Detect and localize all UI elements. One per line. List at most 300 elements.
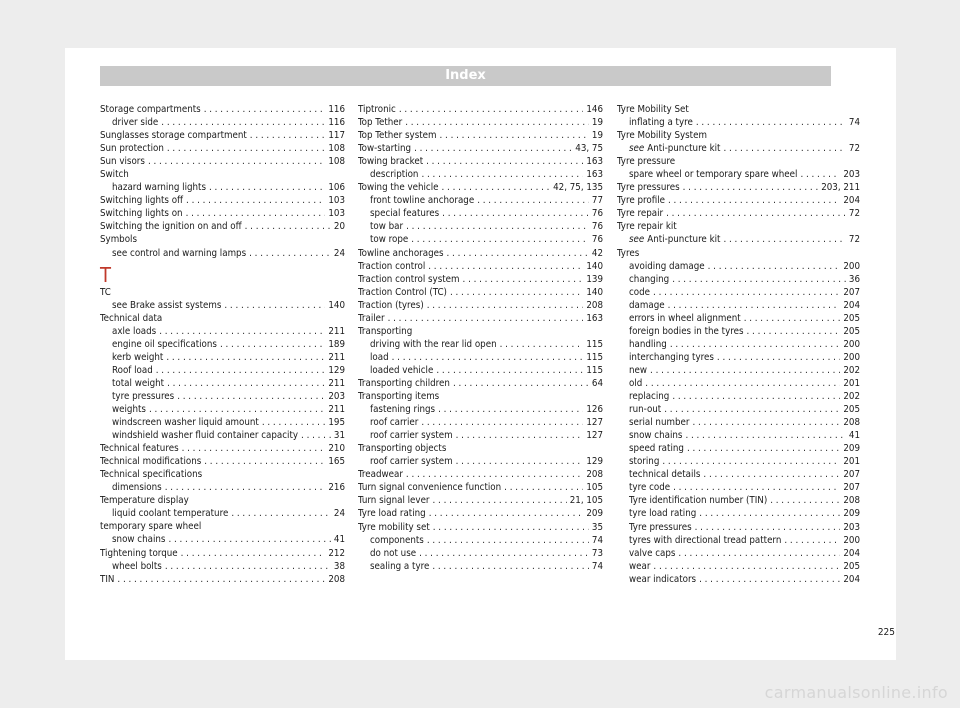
index-entry[interactable] [100, 507, 345, 520]
page-reference[interactable]: 203 [843, 169, 860, 181]
dot-leader [450, 286, 583, 299]
see-reference-label: see [629, 234, 645, 246]
index-entry[interactable] [358, 481, 603, 494]
index-entry[interactable] [100, 338, 345, 351]
page-reference[interactable]: 115 [586, 338, 603, 350]
index-entry[interactable] [100, 481, 345, 494]
index-heading: Tyres [617, 247, 640, 259]
page-reference[interactable]: 204 [843, 299, 860, 311]
page-reference[interactable]: 200 [843, 534, 860, 546]
page-reference[interactable]: 211 [328, 377, 345, 389]
index-entry[interactable] [617, 364, 860, 377]
page-reference[interactable]: 209 [586, 508, 603, 520]
index-term: roof carrier system [370, 430, 453, 442]
dot-leader [723, 142, 845, 155]
page-reference[interactable]: 127 [586, 417, 603, 429]
index-entry[interactable] [358, 377, 603, 390]
dot-leader [687, 442, 840, 455]
index-term: Switching lights on [100, 208, 183, 220]
page-reference[interactable]: 195 [328, 417, 345, 429]
index-term: Towline anchorages [358, 247, 444, 259]
index-term: Sun protection [100, 143, 164, 155]
index-entry[interactable] [617, 325, 860, 338]
index-term: Sun visors [100, 156, 145, 168]
index-term: liquid coolant temperature [112, 508, 229, 520]
dot-leader [662, 455, 840, 468]
index-term: Towing the vehicle [358, 182, 439, 194]
page-reference[interactable]: 24 [333, 247, 345, 259]
dot-leader [161, 116, 325, 129]
index-entry[interactable] [617, 116, 860, 129]
index-term: changing [629, 273, 670, 285]
page-reference[interactable]: 127 [586, 430, 603, 442]
dot-leader [699, 507, 840, 520]
index-term: Tiptronic [358, 104, 396, 115]
index-entry[interactable] [100, 455, 345, 468]
page-reference[interactable]: 163 [586, 169, 603, 181]
page-reference[interactable]: 117 [328, 130, 345, 142]
index-term: replacing [629, 391, 670, 403]
dot-leader [668, 299, 841, 312]
page-reference[interactable]: 207 [843, 286, 860, 298]
index-term: Transporting children [358, 377, 450, 389]
page-reference[interactable]: 211 [328, 351, 345, 363]
dot-leader [650, 364, 840, 377]
index-entry[interactable] [617, 299, 860, 312]
index-term: Anti-puncture kit [647, 143, 721, 155]
page-reference[interactable]: 201 [843, 377, 860, 389]
index-entry[interactable] [358, 521, 603, 534]
page-reference[interactable]: 129 [586, 456, 603, 468]
index-entry[interactable] [100, 364, 345, 377]
page-reference[interactable]: 204 [843, 573, 860, 585]
page-reference[interactable]: 205 [843, 325, 860, 337]
index-term: axle loads [112, 325, 157, 337]
page-reference[interactable]: 209 [843, 508, 860, 520]
index-column-1 [100, 103, 345, 586]
dot-leader [696, 116, 846, 129]
page-reference[interactable]: 211 [328, 403, 345, 415]
index-entry[interactable] [100, 116, 345, 129]
dot-leader [148, 155, 325, 168]
dot-leader [433, 521, 589, 534]
dot-leader [678, 547, 840, 560]
page-reference[interactable]: 36 [848, 273, 860, 285]
page-reference[interactable]: 208 [843, 417, 860, 429]
page-reference[interactable]: 208 [586, 299, 603, 311]
page-reference[interactable]: 140 [586, 286, 603, 298]
index-entry[interactable] [358, 299, 603, 312]
dot-leader [717, 351, 840, 364]
index-entry[interactable] [617, 468, 860, 481]
page-reference[interactable]: 207 [843, 482, 860, 494]
index-term: Treadwear [358, 469, 403, 481]
index-term: Tow-starting [358, 143, 412, 155]
dot-leader [181, 547, 326, 560]
page-reference[interactable]: 205 [843, 312, 860, 324]
index-entry[interactable] [358, 233, 603, 246]
index-term: Tyre pressures [629, 521, 692, 533]
index-entry[interactable] [358, 155, 603, 168]
page-reference[interactable]: 208 [328, 573, 345, 585]
page-reference[interactable]: 139 [586, 273, 603, 285]
index-term: sealing a tyre [370, 560, 430, 572]
index-entry[interactable] [358, 494, 603, 507]
dot-leader [165, 481, 326, 494]
index-term: Roof load [112, 364, 153, 376]
page-reference[interactable]: 212 [328, 547, 345, 559]
page-reference[interactable]: 207 [843, 469, 860, 481]
dot-leader [428, 260, 583, 273]
page-reference[interactable]: 19 [591, 117, 603, 129]
index-term: Tyre load rating [358, 508, 426, 520]
index-term: load [370, 351, 389, 363]
page-reference[interactable]: 73 [591, 547, 603, 559]
dot-leader [670, 338, 841, 351]
dot-leader [204, 455, 325, 468]
index-entry[interactable] [358, 220, 603, 233]
index-entry[interactable] [358, 403, 603, 416]
index-entry[interactable] [358, 194, 603, 207]
index-entry[interactable] [358, 103, 603, 116]
index-entry[interactable] [100, 299, 345, 312]
index-entry[interactable] [617, 455, 860, 468]
page-reference[interactable]: 103 [328, 208, 345, 220]
dot-leader [672, 273, 846, 286]
index-entry[interactable] [358, 364, 603, 377]
page-reference[interactable]: 140 [586, 260, 603, 272]
page-reference[interactable]: 24 [333, 508, 345, 520]
dot-leader [117, 573, 325, 586]
index-entry[interactable] [617, 168, 860, 181]
page-reference[interactable]: 205 [843, 560, 860, 572]
index-entry[interactable] [358, 338, 603, 351]
dot-leader [399, 103, 584, 116]
page-reference[interactable]: 108 [328, 143, 345, 155]
index-term: driving with the rear lid open [370, 338, 497, 350]
index-term: valve caps [629, 547, 676, 559]
page-reference[interactable]: 72 [848, 143, 860, 155]
index-term: dimensions [112, 482, 162, 494]
index-term: handling [629, 338, 667, 350]
index-entry[interactable] [617, 442, 860, 455]
dot-leader [301, 429, 331, 442]
index-entry[interactable] [100, 377, 345, 390]
page-reference[interactable]: 200 [843, 338, 860, 350]
index-term: Technical modifications [100, 456, 202, 468]
index-entry[interactable] [617, 521, 860, 534]
index-entry[interactable] [617, 573, 860, 586]
page-reference[interactable]: 208 [586, 469, 603, 481]
page-reference[interactable]: 210 [328, 443, 345, 455]
index-term: tyres with directional tread pattern [629, 534, 782, 546]
index-entry[interactable] [100, 416, 345, 429]
index-entry[interactable] [617, 429, 860, 442]
index-term: hazard warning lights [112, 182, 207, 194]
dot-leader [149, 403, 325, 416]
page-reference[interactable]: 165 [328, 456, 345, 468]
page-reference[interactable]: 129 [328, 364, 345, 376]
index-entry[interactable] [617, 233, 860, 246]
index-entry[interactable] [100, 442, 345, 455]
page-reference[interactable]: 105 [586, 482, 603, 494]
index-entry[interactable] [617, 286, 860, 299]
index-entry[interactable] [100, 181, 345, 194]
page-reference[interactable]: 72 [848, 208, 860, 220]
index-entry[interactable] [617, 194, 860, 207]
dot-leader [421, 168, 583, 181]
page-reference[interactable]: 43, 75 [575, 143, 603, 155]
index-term: Tightening torque [100, 547, 178, 559]
page-reference[interactable]: 41 [848, 430, 860, 442]
page-reference[interactable]: 200 [843, 260, 860, 272]
page-reference[interactable]: 116 [328, 104, 345, 115]
index-term: Anti-puncture kit [647, 234, 721, 246]
page-reference[interactable]: 115 [586, 364, 603, 376]
page-reference[interactable]: 208 [843, 495, 860, 507]
index-term: Technical features [100, 443, 179, 455]
index-term: tow bar [370, 221, 404, 233]
index-term: roof carrier system [370, 456, 453, 468]
index-entry[interactable] [617, 181, 860, 194]
index-entry[interactable] [100, 207, 345, 220]
index-entry[interactable] [100, 390, 345, 403]
page-reference[interactable]: 203, 211 [821, 182, 860, 194]
index-heading: Technical data [100, 312, 163, 324]
index-entry[interactable] [100, 325, 345, 338]
index-heading: temporary spare wheel [100, 521, 202, 533]
page-reference[interactable]: 72 [848, 234, 860, 246]
page-reference[interactable]: 64 [591, 377, 603, 389]
page-reference[interactable]: 115 [586, 351, 603, 363]
page-reference[interactable]: 20 [333, 221, 345, 233]
index-entry[interactable] [358, 181, 603, 194]
index-entry[interactable] [100, 429, 345, 442]
page-reference[interactable]: 163 [586, 156, 603, 168]
page-reference[interactable]: 21, 105 [569, 495, 603, 507]
index-entry[interactable] [100, 103, 345, 116]
dot-leader [186, 207, 326, 220]
dot-leader [500, 338, 584, 351]
dot-leader [723, 233, 845, 246]
index-entry[interactable] [100, 403, 345, 416]
index-entry[interactable] [100, 194, 345, 207]
page-reference[interactable]: 38 [333, 560, 345, 572]
page-reference[interactable]: 202 [843, 364, 860, 376]
page-reference[interactable]: 201 [843, 456, 860, 468]
dot-leader [645, 377, 840, 390]
dot-leader [159, 325, 325, 338]
index-term: Top Tether system [358, 130, 437, 142]
index-entry[interactable] [100, 142, 345, 155]
page-reference[interactable]: 35 [591, 521, 603, 533]
dot-leader [427, 299, 584, 312]
dot-leader [224, 299, 325, 312]
index-entry[interactable] [358, 429, 603, 442]
dot-leader [442, 207, 589, 220]
page-reference[interactable]: 42 [591, 247, 603, 259]
index-term: Traction Control (TC) [358, 286, 447, 298]
dot-leader [245, 220, 331, 233]
index-entry[interactable] [358, 455, 603, 468]
page-reference[interactable]: 103 [328, 195, 345, 207]
dot-leader [695, 521, 841, 534]
index-term: foreign bodies in the tyres [629, 325, 744, 337]
page-reference[interactable]: 209 [843, 443, 860, 455]
page-reference[interactable]: 74 [591, 560, 603, 572]
index-term: roof carrier [370, 417, 419, 429]
page-reference[interactable]: 203 [843, 521, 860, 533]
page-reference[interactable]: 204 [843, 547, 860, 559]
dot-leader [442, 181, 551, 194]
index-term: new [629, 364, 648, 376]
index-entry[interactable] [617, 338, 860, 351]
dot-leader [456, 455, 584, 468]
page-reference[interactable]: 76 [591, 221, 603, 233]
page-reference[interactable]: 211 [328, 325, 345, 337]
index-entry[interactable] [100, 220, 345, 233]
dot-leader [405, 116, 589, 129]
index-entry[interactable] [358, 260, 603, 273]
index-term: Switching the ignition on and off [100, 221, 242, 233]
page-reference[interactable]: 202 [843, 391, 860, 403]
index-entry[interactable] [358, 129, 603, 142]
index-term: windscreen washer liquid amount [112, 417, 259, 429]
dot-leader [653, 560, 840, 573]
index-entry[interactable] [617, 390, 860, 403]
index-entry[interactable] [617, 351, 860, 364]
index-term: tyre pressures [112, 390, 175, 402]
page-reference[interactable]: 31 [333, 430, 345, 442]
index-entry[interactable] [617, 312, 860, 325]
dot-leader [463, 273, 584, 286]
index-entry[interactable] [617, 481, 860, 494]
index-term: errors in wheel alignment [629, 312, 741, 324]
page-reference[interactable]: 77 [591, 195, 603, 207]
dot-leader [703, 468, 840, 481]
page-reference[interactable]: 116 [328, 117, 345, 129]
page-reference[interactable]: 163 [586, 312, 603, 324]
index-heading: TC [100, 286, 111, 298]
page-reference[interactable]: 203 [328, 390, 345, 402]
index-heading: Technical specifications [100, 469, 203, 481]
index-entry[interactable] [617, 494, 860, 507]
index-entry[interactable] [617, 534, 860, 547]
page-reference[interactable]: 76 [591, 208, 603, 220]
index-entry[interactable] [358, 507, 603, 520]
index-entry[interactable] [617, 207, 860, 220]
page-reference[interactable]: 74 [591, 534, 603, 546]
index-entry[interactable] [358, 168, 603, 181]
index-term: speed rating [629, 443, 684, 455]
page-reference[interactable]: 126 [586, 404, 603, 416]
page-reference[interactable]: 19 [591, 130, 603, 142]
page-reference[interactable]: 106 [328, 182, 345, 194]
index-heading: Tyre Mobility Set [617, 104, 689, 115]
index-term: components [370, 534, 424, 546]
index-entry[interactable] [358, 547, 603, 560]
index-entry[interactable] [358, 534, 603, 547]
index-term: Traction control [358, 260, 426, 272]
index-entry[interactable] [358, 312, 603, 325]
index-entry[interactable] [358, 351, 603, 364]
index-entry[interactable] [617, 560, 860, 573]
index-term: Traction (tyres) [358, 299, 424, 311]
index-term: special features [370, 208, 440, 220]
index-heading: Tyre Mobility System [617, 130, 707, 142]
page-reference[interactable]: 189 [328, 338, 345, 350]
page-reference[interactable]: 42, 75, 135 [553, 182, 603, 194]
see-reference-label: see [629, 143, 645, 155]
page-reference[interactable]: 74 [848, 117, 860, 129]
index-entry[interactable] [617, 377, 860, 390]
page-reference[interactable]: 41 [333, 534, 345, 546]
page-reference[interactable]: 216 [328, 482, 345, 494]
dot-leader [456, 429, 584, 442]
page-reference[interactable]: 140 [328, 299, 345, 311]
index-term: see control and warning lamps [112, 247, 247, 259]
index-term: see Brake assist systems [112, 299, 222, 311]
page-reference[interactable]: 108 [328, 156, 345, 168]
index-entry[interactable] [358, 142, 603, 155]
dot-leader [744, 312, 841, 325]
index-entry[interactable] [358, 273, 603, 286]
index-entry[interactable] [100, 351, 345, 364]
page-reference[interactable]: 200 [843, 351, 860, 363]
index-entry[interactable] [617, 273, 860, 286]
index-entry[interactable] [358, 416, 603, 429]
page-reference[interactable]: 204 [843, 195, 860, 207]
index-entry[interactable] [358, 207, 603, 220]
dot-leader [220, 338, 325, 351]
page-reference[interactable]: 76 [591, 234, 603, 246]
index-entry[interactable] [100, 560, 345, 573]
index-entry[interactable] [617, 260, 860, 273]
index-entry[interactable] [358, 468, 603, 481]
dot-leader [699, 573, 840, 586]
page-reference[interactable]: 205 [843, 404, 860, 416]
index-entry[interactable] [100, 547, 345, 560]
index-entry[interactable] [100, 155, 345, 168]
index-entry[interactable] [617, 403, 860, 416]
dot-leader [262, 416, 326, 429]
dot-leader [504, 481, 583, 494]
index-entry[interactable] [100, 247, 345, 260]
index-entry[interactable] [617, 547, 860, 560]
dot-leader [165, 560, 331, 573]
watermark-logo: carmanualsonline.info [764, 683, 948, 702]
dot-leader [664, 403, 840, 416]
dot-leader [177, 390, 325, 403]
index-entry[interactable] [358, 286, 603, 299]
index-entry[interactable] [617, 416, 860, 429]
index-entry[interactable] [358, 247, 603, 260]
index-entry[interactable] [100, 533, 345, 546]
index-term: Turn signal convenience function [358, 482, 502, 494]
index-term: engine oil specifications [112, 338, 217, 350]
index-term: driver side [112, 117, 159, 129]
index-entry[interactable] [100, 129, 345, 142]
index-entry[interactable] [358, 560, 603, 573]
index-entry[interactable] [617, 507, 860, 520]
dot-leader [440, 129, 589, 142]
index-entry[interactable] [617, 142, 860, 155]
index-entry[interactable] [100, 573, 345, 586]
page-reference[interactable]: 146 [586, 104, 603, 115]
index-entry[interactable] [358, 116, 603, 129]
dot-leader [209, 181, 325, 194]
dot-leader [685, 429, 845, 442]
